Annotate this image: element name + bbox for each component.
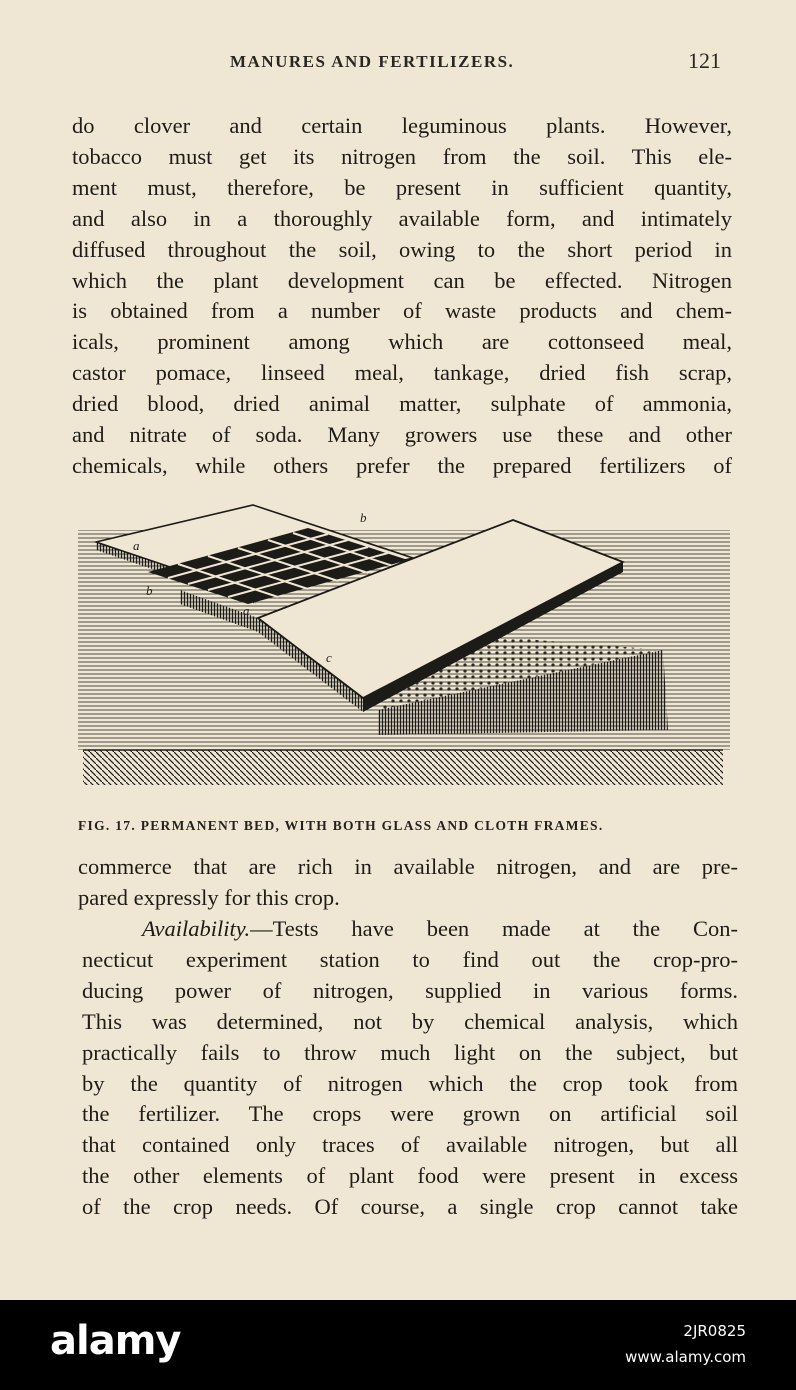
text-line: ment must, therefore, be present in sufficient quantity, — [72, 174, 732, 200]
text-line: of the crop needs. Of course, a single crop cannot take — [82, 1194, 738, 1220]
image-id: 2JR0825 — [683, 1322, 746, 1340]
paragraph-3 — [82, 914, 738, 1223]
text-line: practically fails to throw much light on the subject, but — [82, 1039, 738, 1065]
text-line: and also in a thoroughly available form, and intimately — [72, 205, 732, 231]
text-line: and nitrate of soda. Many growers use these and other — [72, 422, 732, 448]
watermark-url: www.alamy.com — [625, 1348, 746, 1366]
text-line: which the plant development can be effected. Nitrogen — [72, 267, 732, 293]
text-line: tobacco must get its nitrogen from the soil. This ele- — [72, 143, 732, 169]
section-heading-availability: Availability. — [142, 916, 251, 941]
text-line: necticut experiment station to find out the crop-pro- — [82, 946, 738, 972]
text-line: commerce that are rich in available nitrogen, and are pre- — [78, 854, 738, 879]
text-line: dried blood, dried animal matter, sulphate of ammonia, — [72, 391, 732, 417]
text-line: chemicals, while others prefer the prepared fertilizers of — [72, 452, 732, 478]
label-b-top: b — [360, 510, 367, 525]
text-line: ducing power of nitrogen, supplied in various forms. — [82, 977, 738, 1003]
text-line: diffused throughout the soil, owing to the short period in — [72, 236, 732, 262]
text-line: do clover and certain leguminous plants. However, — [72, 113, 732, 138]
paragraph-1 — [72, 111, 732, 482]
text-line: castor pomace, linseed meal, tankage, dried fish scrap, — [72, 360, 732, 386]
text-line — [82, 914, 738, 945]
text-line: the fertilizer. The crops were grown on artificial soil — [82, 1101, 738, 1127]
text-line: pared expressly for this crop. — [78, 884, 340, 910]
text-line: This was determined, not by chemical analysis, which — [82, 1008, 738, 1034]
alamy-logo: alamy — [50, 1318, 181, 1364]
figure-caption: FIG. 17. PERMANENT BED, WITH BOTH GLASS AND CLOTH FRAMES. — [78, 818, 604, 833]
text-fragment: —Tests have been made at the Con- — [250, 916, 738, 941]
text-line: is obtained from a number of waste products and chem- — [72, 298, 732, 324]
label-a-middle: a — [243, 603, 250, 618]
text-line: that contained only traces of available nitrogen, but all — [82, 1132, 738, 1158]
running-title: MANURES AND FERTILIZERS. — [230, 52, 515, 71]
figure-permanent-bed — [78, 500, 730, 795]
paragraph-2 — [78, 852, 738, 914]
permanent-bed-illustration — [78, 500, 730, 795]
text-line: by the quantity of nitrogen which the crop took from — [82, 1070, 738, 1096]
label-a-top: a — [133, 538, 140, 553]
text-line: icals, prominent among which are cottonseed meal, — [72, 329, 732, 355]
label-c: c — [326, 650, 332, 665]
watermark-bar — [0, 1300, 796, 1390]
page-number: 121 — [688, 48, 721, 73]
text-line: the other elements of plant food were present in excess — [82, 1163, 738, 1189]
label-b-left: b — [146, 583, 153, 598]
